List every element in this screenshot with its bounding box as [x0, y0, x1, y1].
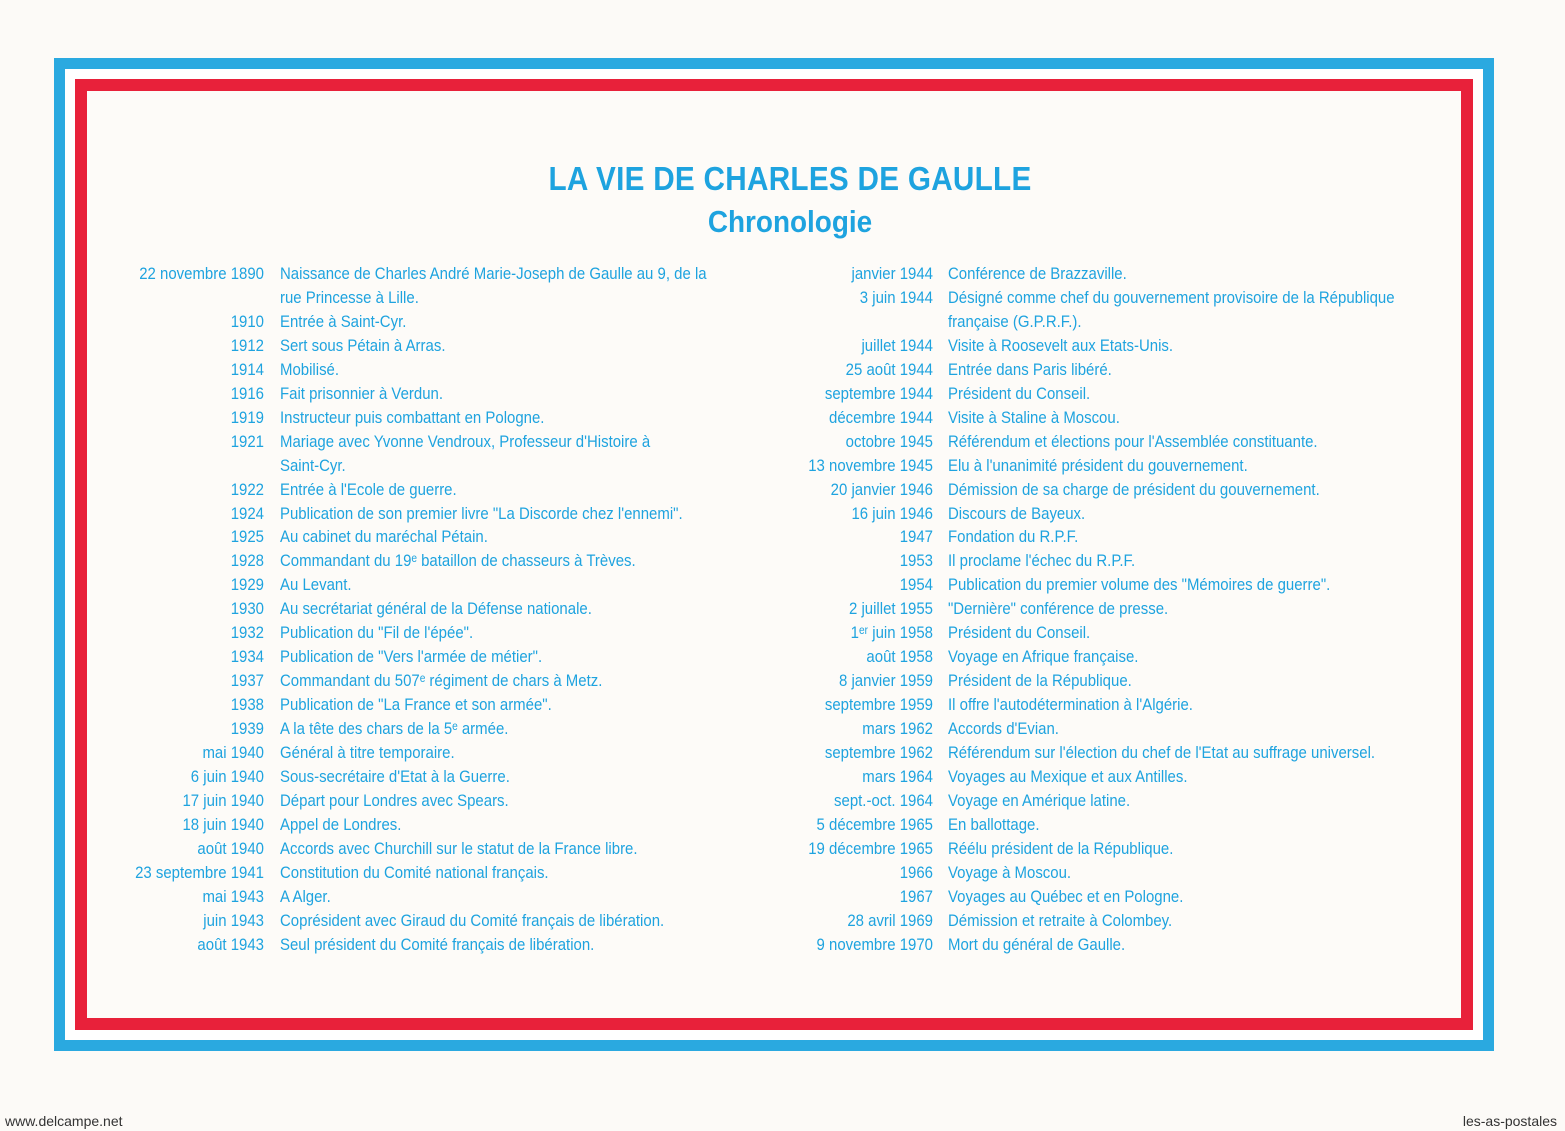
- chronology-event: En ballottage.: [948, 814, 1040, 834]
- chronology-date: 1914: [230, 359, 264, 379]
- chronology-date: 22 novembre 1890: [139, 264, 264, 283]
- chronology-row: [0, 861, 1565, 885]
- chronology-row: [0, 262, 1565, 286]
- chronology-row: [0, 358, 1565, 382]
- chronology-row: [0, 765, 1565, 789]
- chronology-event: Au cabinet du maréchal Pétain.: [280, 527, 488, 547]
- chronology-date: 20 janvier 1946: [830, 479, 933, 499]
- chronology-event: Démission de sa charge de président du gouvernement.: [948, 479, 1320, 499]
- chronology-date: 1966: [899, 862, 933, 882]
- chronology-event: Seul président du Comité français de libération.: [280, 934, 595, 954]
- chronology-row: [0, 645, 1565, 669]
- chronology-event: Mobilisé.: [280, 359, 340, 379]
- chronology-date: 1954: [899, 575, 933, 595]
- chronology-date: septembre 1962: [824, 743, 933, 762]
- chronology-date: 1937: [230, 671, 264, 691]
- chronology-event: Entrée à l'Ecole de guerre.: [280, 479, 457, 499]
- chronology-event: Départ pour Londres avec Spears.: [280, 790, 509, 810]
- chronology-event: Discours de Bayeux.: [948, 503, 1086, 523]
- chronology-row: [0, 430, 1565, 454]
- chronology-event: Président de la République.: [948, 671, 1132, 691]
- chronology-event: Conférence de Brazzaville.: [948, 264, 1127, 283]
- chronology-event: Au Levant.: [280, 575, 352, 595]
- chronology-date: décembre 1944: [829, 407, 933, 427]
- chronology-date: 1919: [230, 407, 264, 427]
- chronology-date: 1912: [230, 335, 264, 355]
- chronology-row: [0, 933, 1565, 957]
- chronology-event: Publication de "Vers l'armée de métier".: [280, 647, 543, 667]
- chronology-date: 1921: [230, 431, 264, 451]
- chronology-date: mars 1964: [862, 766, 933, 786]
- chronology-date: mai 1943: [202, 886, 264, 906]
- chronology-date: 1928: [230, 551, 264, 571]
- chronology-date: juin 1943: [203, 910, 264, 930]
- chronology-date: janvier 1944: [851, 264, 933, 283]
- chronology-date: 1967: [899, 886, 933, 906]
- chronology-date: août 1943: [197, 934, 264, 954]
- chronology-event: Appel de Londres.: [280, 814, 402, 834]
- chronology-date: 13 novembre 1945: [808, 455, 933, 475]
- chronology-event: Commandant du 19ᵉ bataillon de chasseurs à Trèves.: [280, 551, 636, 571]
- chronology-row: [0, 382, 1565, 406]
- chronology-event: Accords avec Churchill sur le statut de la France libre.: [280, 838, 638, 858]
- chronology-event: Général à titre temporaire.: [280, 743, 455, 762]
- chronology-date: 28 avril 1969: [847, 910, 933, 930]
- chronology-date: 1930: [230, 599, 264, 619]
- chronology-row: [0, 597, 1565, 621]
- chronology-date: 19 décembre 1965: [808, 838, 933, 858]
- chronology-event: Président du Conseil.: [948, 623, 1091, 643]
- chronology-date: juillet 1944: [861, 335, 933, 355]
- chronology-row: [0, 549, 1565, 573]
- chronology-date: septembre 1959: [824, 695, 933, 715]
- chronology-event: Constitution du Comité national français.: [280, 862, 549, 882]
- chronology-event: Au secrétariat général de la Défense nationale.: [280, 599, 592, 619]
- chronology-date: mars 1962: [862, 719, 933, 739]
- chronology-event: Sert sous Pétain à Arras.: [280, 335, 446, 355]
- chronology-date: 1910: [230, 311, 264, 331]
- chronology-event: Fait prisonnier à Verdun.: [280, 383, 443, 403]
- chronology-date: 1934: [230, 647, 264, 667]
- chronology-date: 1922: [230, 479, 264, 499]
- chronology-date: 1939: [230, 719, 264, 739]
- chronology-row: [0, 286, 1565, 310]
- chronology-date: 18 juin 1940: [182, 814, 264, 834]
- chronology-event: Voyage en Amérique latine.: [948, 790, 1131, 810]
- chronology-date: 8 janvier 1959: [839, 671, 933, 691]
- chronology-row: [0, 789, 1565, 813]
- chronology-event: Publication de son premier livre "La Discorde chez l'ennemi".: [280, 503, 683, 523]
- chronology-event: Il offre l'autodétermination à l'Algérie.: [948, 695, 1193, 715]
- chronology-row: [0, 813, 1565, 837]
- chronology-event: "Dernière" conférence de presse.: [948, 599, 1169, 619]
- page-subtitle: Chronologie: [707, 204, 873, 239]
- chronology-event: Publication du premier volume des "Mémoires de guerre".: [948, 575, 1331, 595]
- chronology-event: Naissance de Charles André Marie-Joseph de Gaulle au 9, de la: [280, 264, 707, 283]
- chronology-date: mai 1940: [202, 743, 264, 762]
- chronology-date: 3 juin 1944: [859, 287, 933, 307]
- chronology-date: 2 juillet 1955: [848, 599, 933, 619]
- chronology-event: Visite à Roosevelt aux Etats-Unis.: [948, 335, 1174, 355]
- chronology-event: Voyage à Moscou.: [948, 862, 1072, 882]
- chronology-event: rue Princesse à Lille.: [280, 287, 419, 307]
- chronology-row: [0, 669, 1565, 693]
- chronology-row: [0, 621, 1565, 645]
- chronology-row: [0, 573, 1565, 597]
- chronology-event: Entrée à Saint-Cyr.: [280, 311, 407, 331]
- chronology-event: Sous-secrétaire d'Etat à la Guerre.: [280, 766, 510, 786]
- chronology-row: [0, 885, 1565, 909]
- chronology-row: [0, 406, 1565, 430]
- chronology-row: [0, 693, 1565, 717]
- chronology-event: Fondation du R.P.F.: [948, 527, 1079, 547]
- chronology-event: Coprésident avec Giraud du Comité français de libération.: [280, 910, 665, 930]
- chronology-event: Référendum sur l'élection du chef de l'Etat au suffrage universel.: [948, 743, 1376, 762]
- chronology-date: 17 juin 1940: [182, 790, 264, 810]
- chronology-date: 1ᵉʳ juin 1958: [850, 623, 933, 643]
- chronology-event: Instructeur puis combattant en Pologne.: [280, 407, 545, 427]
- chronology-date: sept.-oct. 1964: [834, 790, 933, 810]
- chronology-row: [0, 310, 1565, 334]
- chronology-date: 16 juin 1946: [851, 503, 933, 523]
- chronology-event: Voyages au Mexique et aux Antilles.: [948, 766, 1188, 786]
- watermark-delcampe: www.delcampe.net: [5, 1113, 123, 1129]
- chronology-event: Référendum et élections pour l'Assemblée constituante.: [948, 431, 1318, 451]
- chronology-row: [0, 909, 1565, 933]
- chronology-event: française (G.P.R.F.).: [948, 311, 1082, 331]
- chronology-date: 9 novembre 1970: [816, 934, 933, 954]
- chronology-event: Voyage en Afrique française.: [948, 647, 1139, 667]
- chronology-date: 1925: [230, 527, 264, 547]
- chronology-event: Publication du "Fil de l'épée".: [280, 623, 474, 643]
- chronology-event: Visite à Staline à Moscou.: [948, 407, 1120, 427]
- chronology-event: A la tête des chars de la 5ᵉ armée.: [280, 719, 509, 739]
- chronology-event: Commandant du 507ᵉ régiment de chars à Metz.: [280, 671, 603, 691]
- chronology-event: Accords d'Evian.: [948, 719, 1059, 739]
- chronology-event: Voyages au Québec et en Pologne.: [948, 886, 1184, 906]
- chronology-event: Entrée dans Paris libéré.: [948, 359, 1112, 379]
- chronology-row: [0, 717, 1565, 741]
- chronology-event: Président du Conseil.: [948, 383, 1091, 403]
- chronology-date: août 1958: [866, 647, 933, 667]
- chronology-event: Réélu président de la République.: [948, 838, 1174, 858]
- chronology-row: [0, 741, 1565, 765]
- chronology-date: septembre 1944: [824, 383, 933, 403]
- chronology-event: Elu à l'unanimité président du gouvernement.: [948, 455, 1248, 475]
- chronology-event: Publication de "La France et son armée".: [280, 695, 552, 715]
- chronology-date: 1938: [230, 695, 264, 715]
- chronology-event: Saint-Cyr.: [280, 455, 346, 475]
- chronology-row: [0, 478, 1565, 502]
- chronology-event: Mariage avec Yvonne Vendroux, Professeur d'Histoire à: [280, 431, 651, 451]
- chronology-event: Démission et retraite à Colombey.: [948, 910, 1173, 930]
- watermark-les-as-postales: les-as-postales: [1462, 1113, 1557, 1129]
- chronology-date: 1916: [230, 383, 264, 403]
- chronology-event: A Alger.: [280, 886, 331, 906]
- chronology-event: Il proclame l'échec du R.P.F.: [948, 551, 1136, 571]
- chronology-date: 1947: [899, 527, 933, 547]
- chronology-row: [0, 454, 1565, 478]
- chronology-row: [0, 837, 1565, 861]
- chronology-row: [0, 502, 1565, 526]
- chronology-date: 1932: [230, 623, 264, 643]
- chronology-date: 1929: [230, 575, 264, 595]
- chronology-date: 1924: [230, 503, 264, 523]
- chronology-date: 5 décembre 1965: [816, 814, 933, 834]
- chronology-event: Mort du général de Gaulle.: [948, 934, 1126, 954]
- chronology-date: 1953: [899, 551, 933, 571]
- chronology-row: [0, 334, 1565, 358]
- chronology-event: Désigné comme chef du gouvernement provisoire de la République: [948, 287, 1395, 307]
- page-title: LA VIE DE CHARLES DE GAULLE: [548, 160, 1032, 197]
- chronology-date: 6 juin 1940: [190, 766, 264, 786]
- chronology-date: août 1940: [197, 838, 264, 858]
- chronology-date: octobre 1945: [845, 431, 933, 451]
- chronology-row: [0, 525, 1565, 549]
- chronology-date: 25 août 1944: [845, 359, 933, 379]
- chronology-date: 23 septembre 1941: [135, 862, 264, 882]
